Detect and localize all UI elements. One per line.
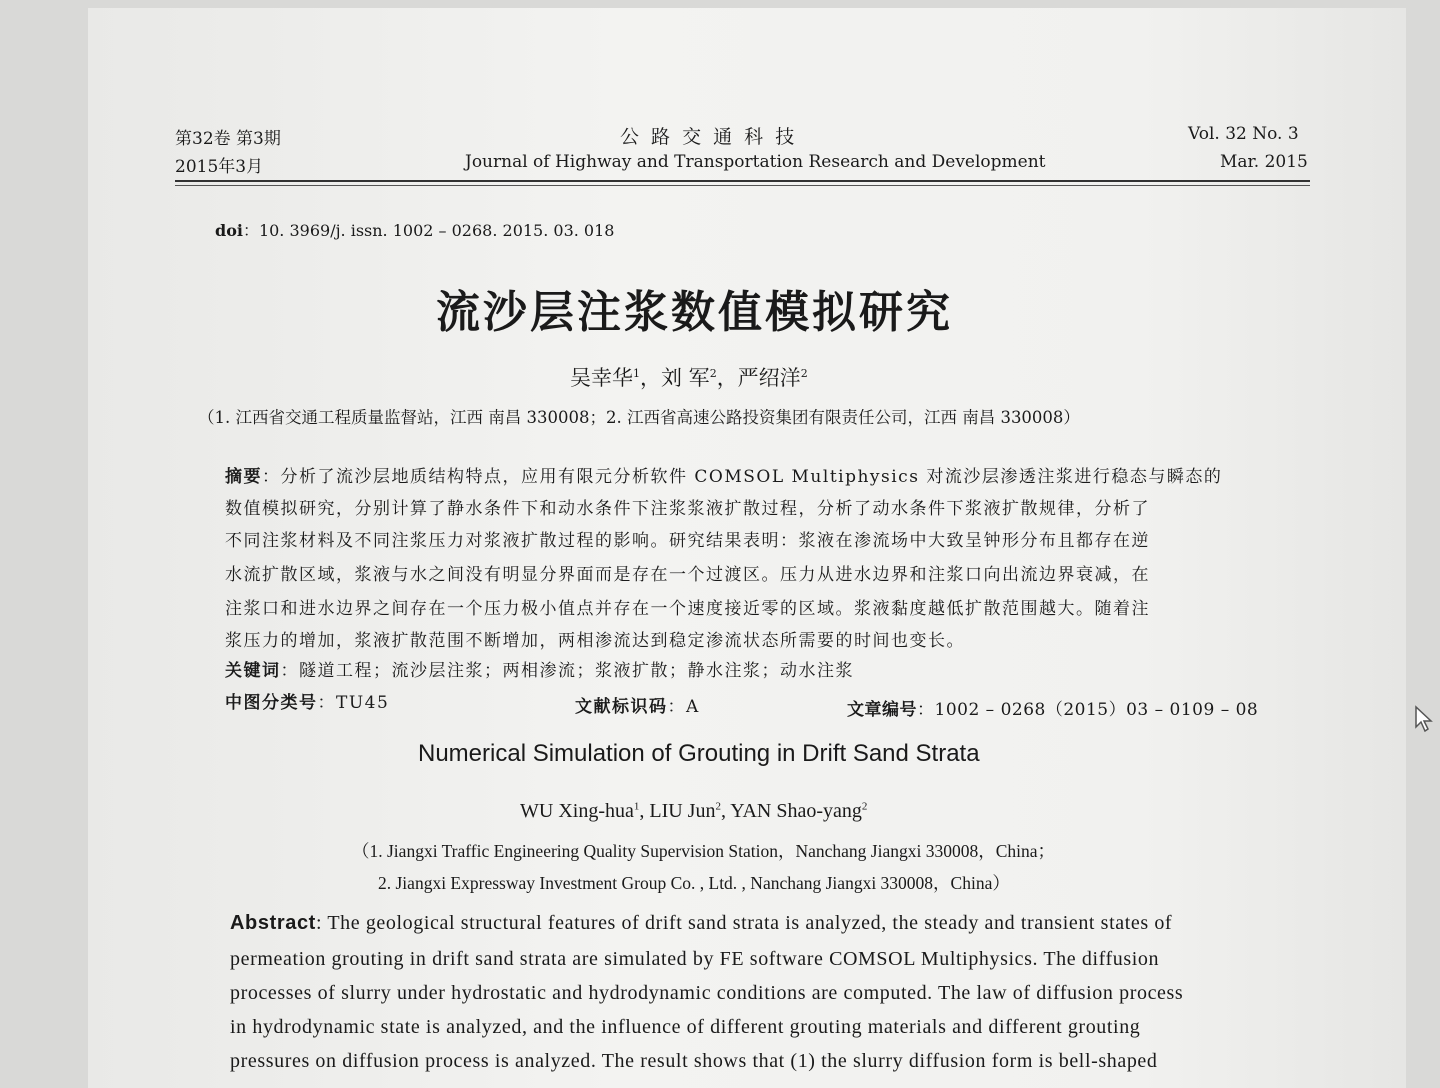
author: , LIU Jun xyxy=(639,800,716,822)
date-en: Mar. 2015 xyxy=(1220,152,1308,172)
author: ，严绍洋 xyxy=(716,366,801,390)
abstract-en-line: permeation grouting in drift sand strata are simulated by FE software COMSOL Multiphysics. The diffusion xyxy=(230,948,1160,970)
abstract-cn-line: 浆压力的增加，浆液扩散范围不断增加，两相渗流达到稳定渗流状态所需要的时间也变长。 xyxy=(225,631,965,651)
authors-cn xyxy=(570,362,808,392)
abstract-en-line xyxy=(230,912,1172,935)
classification-label: 中图分类号 xyxy=(225,693,318,713)
affiliation-en: （1. Jiangxi Traffic Engineering Quality Supervision Station，Nanchang Jiangxi 330008，China； xyxy=(352,841,1056,861)
doi xyxy=(215,218,614,241)
classification xyxy=(225,688,389,713)
journal-name-en: Journal of Highway and Transportation Research and Development xyxy=(465,152,1046,172)
abstract-en-line: in hydrodynamic state is analyzed, and the influence of different grouting materials and different grouting xyxy=(230,1016,1141,1038)
author-sup: 1 xyxy=(633,800,640,813)
mouse-cursor-icon xyxy=(1414,705,1434,733)
abstract-en-line: processes of slurry under hydrostatic and hydrodynamic conditions are computed. The law of diffusion process xyxy=(230,982,1184,1004)
journal-name-cn: 公 路 交 通 科 技 xyxy=(620,126,798,148)
doi-value: ：10. 3969/j. issn. 1002 – 0268. 2015. 03. 018 xyxy=(242,221,615,240)
document-code xyxy=(575,692,700,717)
abstract-cn-line: 注浆口和进水边界之间存在一个压力极小值点并存在一个速度接近零的区域。浆液黏度越低扩散范围越大。随着注 xyxy=(225,599,1150,619)
article-number xyxy=(847,695,1258,720)
abstract-cn-text: ：分析了流沙层地质结构特点，应用有限元分析软件 COMSOL Multiphysics 对流沙层渗透注浆进行稳态与瞬态的 xyxy=(262,467,1223,487)
abstract-cn-line: 水流扩散区域，浆液与水之间没有明显分界面而是存在一个过渡区。压力从进水边界和注浆口向出流边界衰减，在 xyxy=(225,565,1150,585)
affiliation-en: 2. Jiangxi Expressway Investment Group Co. , Ltd. , Nanchang Jiangxi 330008，China） xyxy=(378,873,1010,893)
keywords-cn xyxy=(225,656,854,681)
author-sup: 2 xyxy=(800,367,808,380)
author: ，刘 军 xyxy=(640,366,710,390)
title-en: Numerical Simulation of Grouting in Drift Sand Strata xyxy=(418,740,980,767)
abstract-en-label: Abstract xyxy=(230,912,316,934)
classification-value: ：TU45 xyxy=(317,693,390,713)
abstract-cn-line: 不同注浆材料及不同注浆压力对浆液扩散过程的影响。研究结果表明：浆液在渗流场中大致呈钟形分布且都存在逆 xyxy=(225,531,1150,551)
abstract-en-line: pressures on diffusion process is analyzed. The result shows that (1) the slurry diffusion form is bell-shaped xyxy=(230,1050,1158,1072)
author-sup: 1 xyxy=(633,367,640,380)
doi-label: doi xyxy=(215,221,243,240)
affiliation-cn: （1. 江西省交通工程质量监督站，江西 南昌 330008；2. 江西省高速公路投资集团有限责任公司，江西 南昌 330008） xyxy=(198,408,1080,427)
document-code-label: 文献标识码 xyxy=(575,697,668,717)
document-code-value: ：A xyxy=(667,697,700,717)
keywords-label: 关键词 xyxy=(225,661,281,681)
author-sup: 2 xyxy=(861,800,868,813)
title-cn: 流沙层注浆数值模拟研究 xyxy=(436,287,953,338)
abstract-cn-label: 摘要 xyxy=(225,467,262,487)
volume-en: Vol. 32 No. 3 xyxy=(1188,124,1299,144)
date-cn: 2015年3月 xyxy=(175,157,264,177)
volume-cn: 第32卷 第3期 xyxy=(175,129,281,149)
abstract-en-text: : The geological structural features of drift sand strata is analyzed, the steady and transient states of xyxy=(315,912,1173,934)
author: 吴幸华 xyxy=(570,366,633,390)
article-number-label: 文章编号 xyxy=(847,700,917,720)
header-rule-thin xyxy=(175,185,1310,186)
author: , YAN Shao-yang xyxy=(720,800,862,822)
author: WU Xing-hua xyxy=(520,800,634,822)
keywords-value: ：隧道工程；流沙层注浆；两相渗流；浆液扩散；静水注浆；动水注浆 xyxy=(280,661,854,681)
article-number-value: ：1002 – 0268（2015）03 – 0109 – 08 xyxy=(917,700,1259,720)
header-rule xyxy=(175,180,1310,182)
abstract-cn-line: 数值模拟研究，分别计算了静水条件下和动水条件下注浆浆液扩散过程，分析了动水条件下浆液扩散规律，分析了 xyxy=(225,499,1150,519)
authors-en xyxy=(520,800,867,823)
abstract-cn-line xyxy=(225,462,1222,487)
author-sup: 2 xyxy=(715,800,721,813)
author-sup: 2 xyxy=(709,367,717,380)
